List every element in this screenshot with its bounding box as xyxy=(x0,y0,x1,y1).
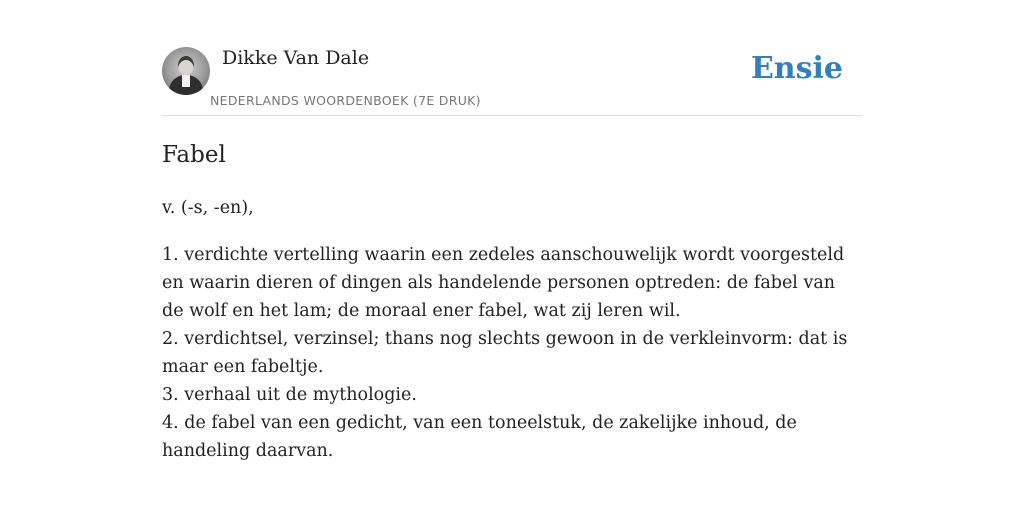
definition-item: 1. verdichte vertelling waarin een zedeles aanschouwelijk wordt voorgesteld en waarin dieren of dingen als handelende personen optreden: de fabel van de wolf en het lam; de moraal ener fabel, wat zij leren wil. xyxy=(162,245,845,321)
avatar-collar xyxy=(182,75,190,87)
definition-item: 4. de fabel van een gedicht, van een toneelstuk, de zakelijke inhoud, de handeling daarvan. xyxy=(162,413,797,461)
grammar-info: v. (-s, -en), xyxy=(162,198,254,218)
entry-title: Fabel xyxy=(162,142,226,168)
entry-card xyxy=(162,40,862,465)
definition-item: 2. verdichtsel, verzinsel; thans nog slechts gewoon in de verkleinvorm: dat is maar een fabeltje. xyxy=(162,329,848,377)
brand-logo[interactable]: Ensie xyxy=(750,51,843,86)
definition-item: 3. verhaal uit de mythologie. xyxy=(162,385,417,405)
avatar-head xyxy=(178,56,194,75)
source-label: NEDERLANDS WOORDENBOEK (7E DRUK) xyxy=(210,93,481,108)
definitions-list xyxy=(162,241,862,465)
entry-header xyxy=(162,40,862,116)
author-name[interactable]: Dikke Van Dale xyxy=(222,47,370,69)
author-avatar[interactable] xyxy=(162,47,210,95)
